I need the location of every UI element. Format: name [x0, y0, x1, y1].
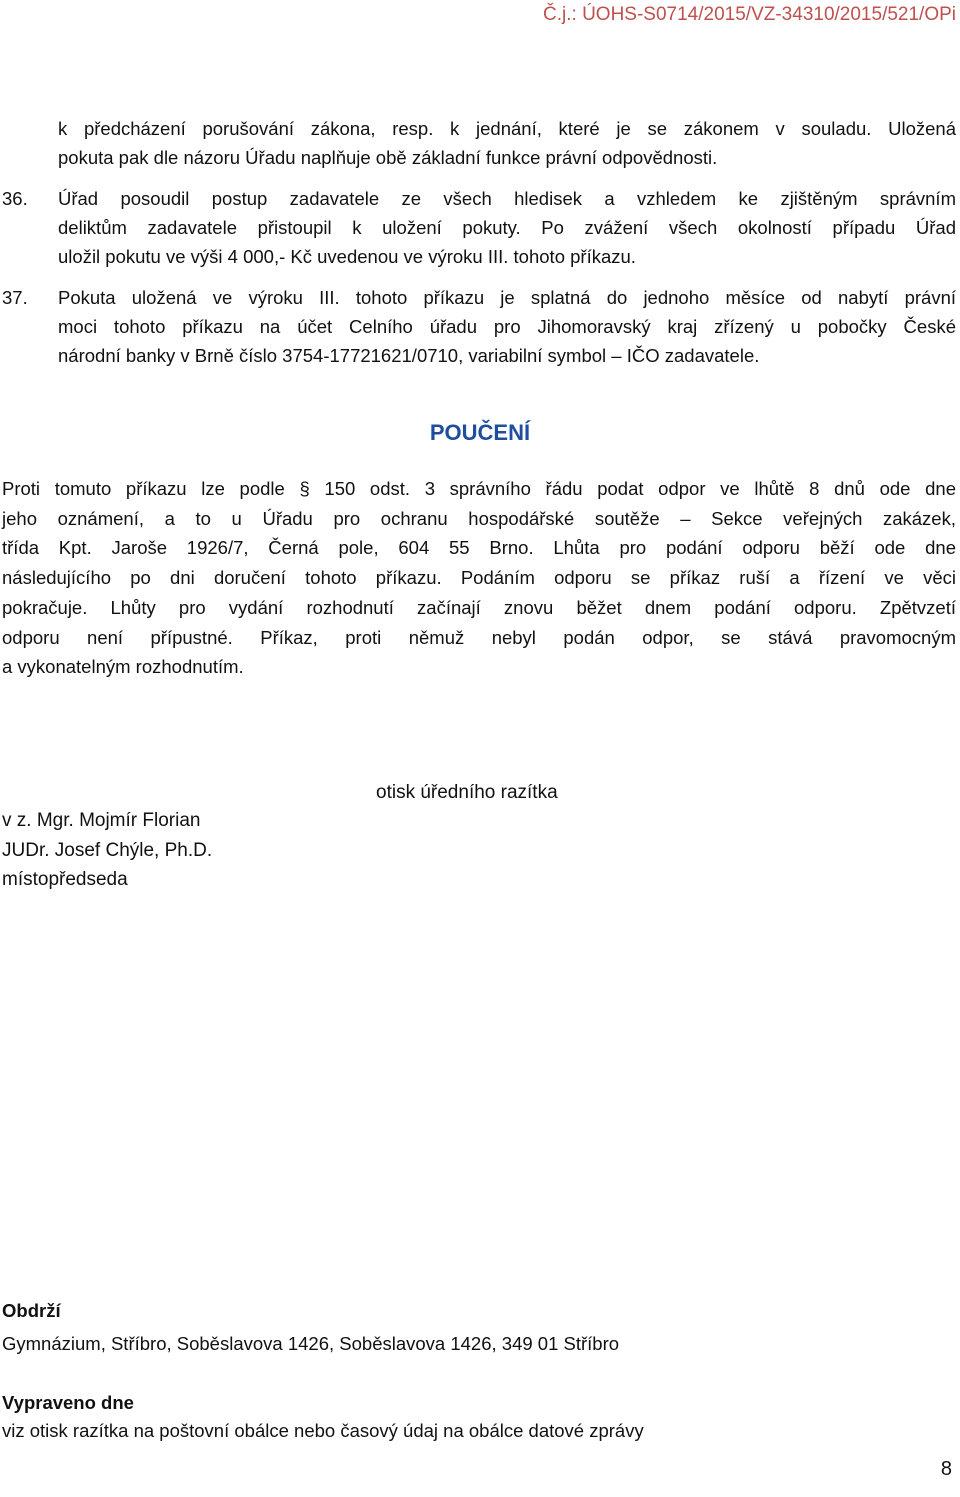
- stamp-note: otisk úředního razítka: [376, 782, 558, 803]
- instruction-heading: POUČENÍ: [429, 420, 531, 445]
- continuation-paragraph: [58, 114, 956, 172]
- text-line: pokračuje. Lhůty pro vydání rozhodnutí začínají znovu běžet dnem podání odporu. Zpětvzetí: [2, 596, 956, 618]
- recipients-value: Gymnázium, Stříbro, Soběslavova 1426, Soběslavova 1426, 349 01 Stříbro: [2, 1333, 620, 1354]
- paragraph-37: [58, 283, 956, 370]
- text-line: třída Kpt. Jaroše 1926/7, Černá pole, 604 55 Brno. Lhůta pro podání odporu běží ode dne: [2, 537, 956, 559]
- page-number: 8: [940, 1458, 952, 1480]
- signatory-title: místopředseda: [2, 869, 128, 890]
- signatory-name: JUDr. Josef Chýle, Ph.D.: [2, 839, 213, 861]
- dispatch-value: viz otisk razítka na poštovní obálce nebo časový údaj na obálce datové zprávy: [2, 1420, 644, 1441]
- text-line: Úřad posoudil postup zadavatele ze všech hledisek a vzhledem ke zjištěným správním: [58, 188, 956, 209]
- text-line: odporu není přípustné. Příkaz, proti němuž nebyl podán odpor, se stává pravomocným: [2, 626, 956, 648]
- signature-block: [2, 806, 212, 895]
- text-line: následujícího po dni doručení tohoto příkazu. Podáním odporu se příkaz ruší a řízení ve věci: [2, 567, 956, 589]
- document-reference: Č.j.: ÚOHS-S0714/2015/VZ-34310/2015/521/OPi: [543, 4, 956, 25]
- text-line: národní banky v Brně číslo 3754-17721621/0710, variabilní symbol – IČO zadavatele.: [58, 345, 760, 366]
- text-line: pokuta pak dle názoru Úřadu naplňuje obě základní funkce právní odpovědnosti.: [58, 147, 718, 168]
- signatory-line: v z. Mgr. Mojmír Florian: [2, 810, 201, 831]
- text-line: k předcházení porušování zákona, resp. k jednání, které je se zákonem v souladu. Uložená: [58, 118, 956, 139]
- paragraph-36: [58, 184, 956, 271]
- text-line: deliktům zadavatele přistoupil k uložení pokuty. Po zvážení všech okolností případu Úřad: [58, 217, 956, 238]
- text-line: uložil pokutu ve výši 4 000,- Kč uvedenou ve výroku III. tohoto příkazu.: [58, 246, 636, 267]
- text-line: Proti tomuto příkazu lze podle § 150 odst. 3 správního řádu podat odpor ve lhůtě 8 dnů ode dne: [2, 478, 956, 499]
- text-line: a vykonatelným rozhodnutím.: [2, 656, 244, 678]
- text-line: Pokuta uložená ve výroku III. tohoto příkazu je splatná do jednoho měsíce od nabytí právní: [58, 287, 956, 308]
- text-line: jeho oznámení, a to u Úřadu pro ochranu hospodářské soutěže – Sekce veřejných zakázek,: [2, 507, 956, 529]
- instruction-paragraph: [2, 474, 956, 682]
- paragraph-number: 37.: [2, 287, 28, 308]
- paragraph-number: 36.: [2, 188, 28, 209]
- recipients-label: Obdrží: [2, 1300, 61, 1321]
- dispatch-label: Vypraveno dne: [2, 1392, 134, 1413]
- text-line: moci tohoto příkazu na účet Celního úřadu pro Jihomoravský kraj zřízený u pobočky České: [58, 316, 956, 337]
